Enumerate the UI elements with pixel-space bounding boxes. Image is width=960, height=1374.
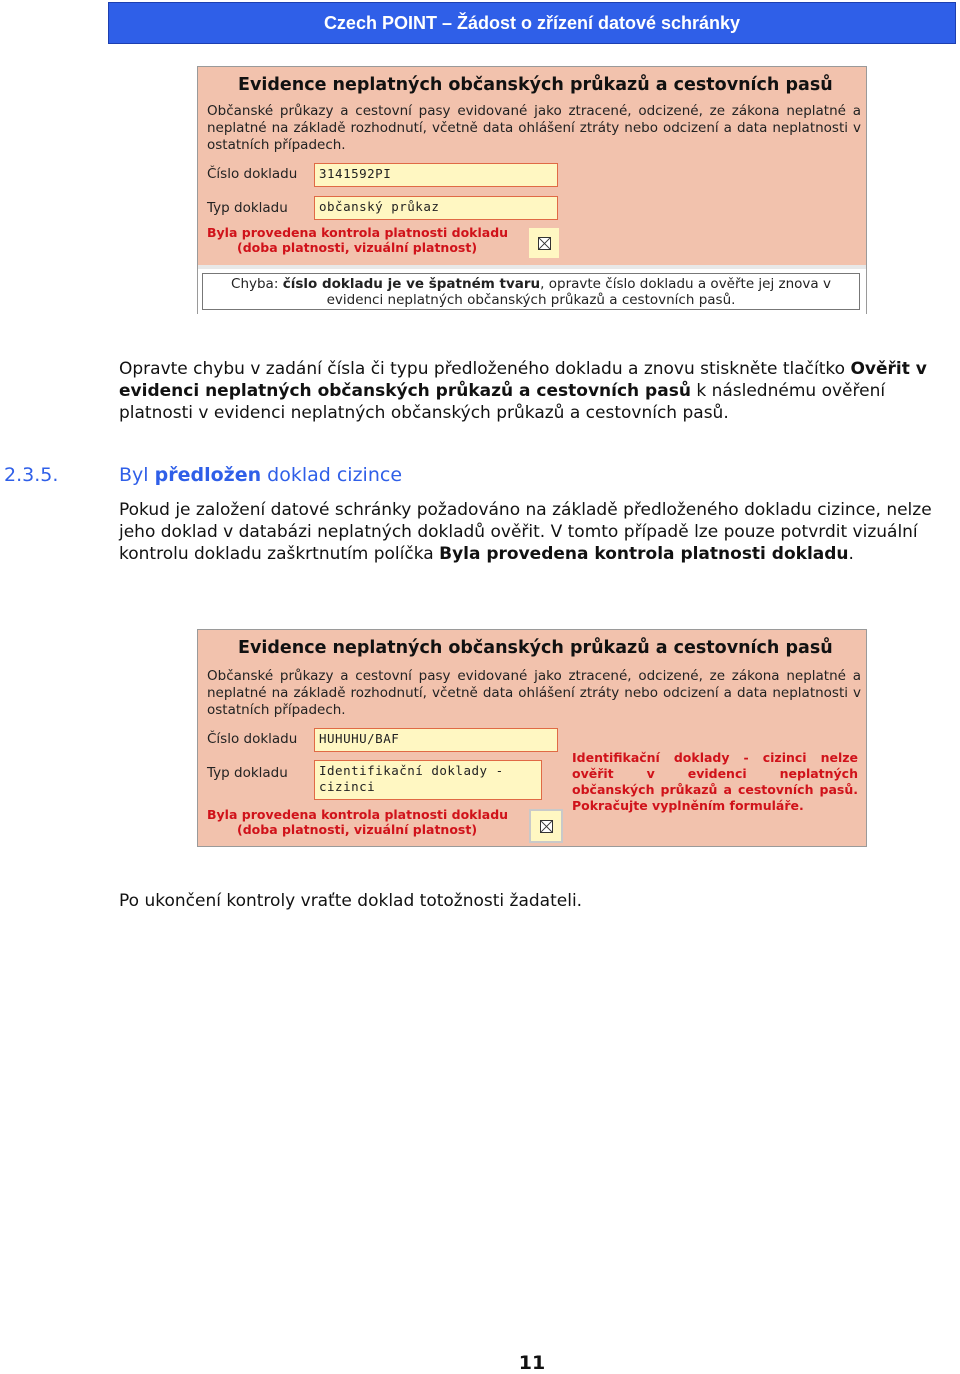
validity-check-label (207, 807, 508, 837)
validity-check-label-line1: Byla provedena kontrola platnosti dokladu (207, 807, 509, 822)
checked-checkbox-icon[interactable] (538, 237, 551, 250)
page-number: 11 (518, 1352, 546, 1374)
doc-number-input[interactable]: 3141592PI (314, 163, 558, 187)
error-rest-text: , opravte číslo dokladu a ověřte jej znova v evidenci neplatných občanských průkazů a cestovních pasů. (326, 276, 831, 308)
para1-text-b: k následnému ověření platnosti v evidenci neplatných občanských průkazů a cestovních pasů. (119, 381, 886, 423)
para2-text-a: Pokud je založení datové schránky požadováno na základě předloženého dokladu cizince, nelze jeho doklad v databázi neplatných dokladů ověřit. V tomto případě lze pouze potvrdit vizuální kontrolu dokladu zaškrtnutím políčka (119, 500, 932, 564)
foreigner-warning-message: Identifikační doklady - cizinci nelze ověřit v evidenci neplatných občanských průkazů a cestovních pasů. Pokračujte vyplněním formuláře. (572, 750, 858, 813)
checkbox-reference: Byla provedena kontrola platnosti dokladu (439, 544, 849, 564)
doc-type-label: Typ dokladu (207, 200, 288, 216)
form-description: Občanské průkazy a cestovní pasy evidované jako ztracené, odcizené, ze zákona neplatné a neplatné na základě rozhodnutí, včetně data ohlášení ztráty nebo odcizení a data neplatnosti v ostatních případech. (207, 668, 861, 718)
document-header (108, 2, 956, 44)
foreigner-paragraph (119, 499, 949, 565)
section-title-b: doklad cizince (261, 464, 403, 486)
screenshot-error-form (197, 66, 867, 314)
error-panel (198, 265, 866, 314)
error-bold-text: číslo dokladu je ve špatném tvaru (282, 276, 541, 292)
validity-check-label (207, 225, 508, 255)
section-number: 2.3.5. (4, 464, 59, 486)
section-title (119, 464, 402, 486)
verify-button-reference: Ověřit v evidenci neplatných občanských průkazů a cestovních pasů (119, 359, 927, 401)
validity-check-label-line1: Byla provedena kontrola platnosti dokladu (207, 225, 509, 240)
form-title: Evidence neplatných občanských průkazů a cestovních pasů (238, 638, 833, 658)
validity-checkbox-wrap[interactable] (529, 228, 559, 258)
closing-paragraph: Po ukončení kontroly vraťte doklad totožnosti žadateli. (119, 891, 583, 911)
form-title: Evidence neplatných občanských průkazů a cestovních pasů (238, 75, 833, 95)
doc-type-select[interactable]: Identifikační doklady - cizinci (314, 760, 542, 800)
doc-number-label: Číslo dokladu (207, 731, 298, 747)
checked-checkbox-icon[interactable] (540, 820, 553, 833)
screenshot-foreigner-form (197, 629, 867, 847)
header-title: Czech POINT – Žádost o zřízení datové schránky (323, 12, 741, 33)
validity-check-label-line2: (doba platnosti, vizuální platnost) (237, 240, 478, 255)
para1-text-a: Opravte chybu v zadání čísla či typu předloženého dokladu a znovu stiskněte tlačítko (119, 359, 851, 379)
doc-number-label: Číslo dokladu (207, 166, 298, 182)
doc-type-label: Typ dokladu (207, 765, 288, 781)
doc-type-select[interactable]: občanský průkaz (314, 196, 558, 220)
error-message (202, 273, 860, 310)
doc-number-input[interactable]: HUHUHU/BAF (314, 728, 558, 752)
validity-checkbox-wrap[interactable] (529, 809, 563, 843)
form-description: Občanské průkazy a cestovní pasy evidované jako ztracené, odcizené, ze zákona neplatné a neplatné na základě rozhodnutí, včetně data ohlášení ztráty nebo odcizení a data neplatnosti v ostatních případech. (207, 103, 861, 153)
para2-text-b: . (848, 544, 854, 564)
section-title-a: Byl (119, 464, 155, 486)
section-title-bold: předložen (154, 464, 262, 486)
error-prefix: Chyba: (231, 276, 279, 292)
validity-check-label-line2: (doba platnosti, vizuální platnost) (237, 822, 478, 837)
instruction-paragraph (119, 358, 949, 424)
